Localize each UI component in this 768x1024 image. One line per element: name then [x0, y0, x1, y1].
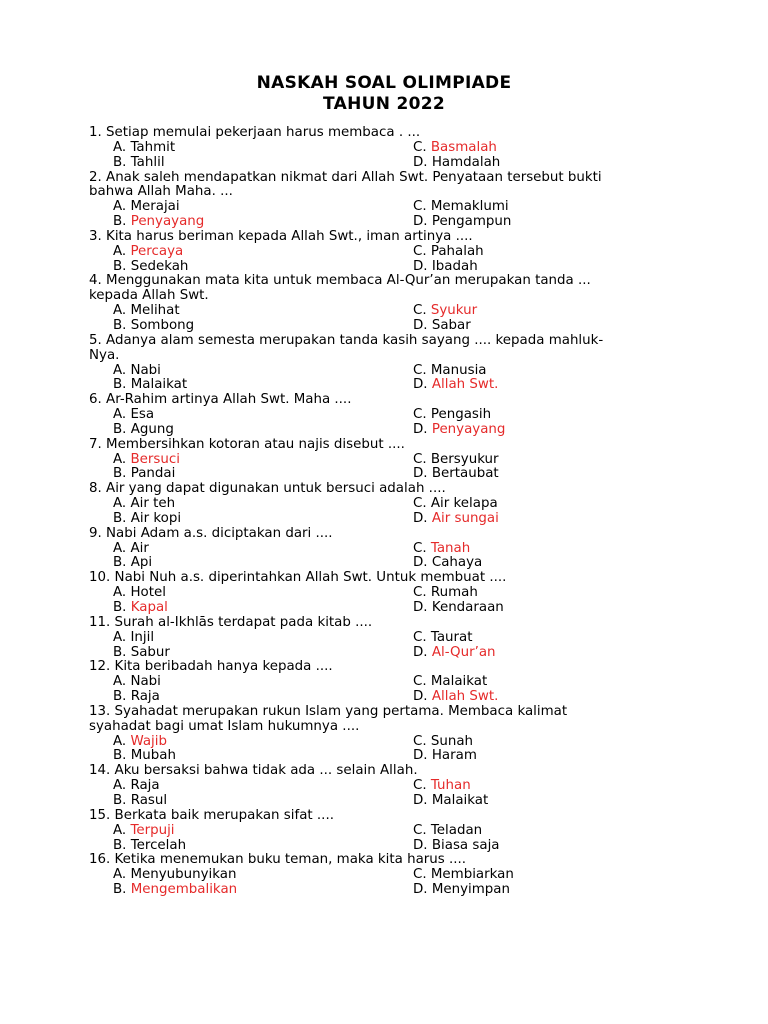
- option-text: Malaikat: [431, 792, 489, 808]
- answer-option: [413, 423, 505, 438]
- option-letter: A.: [113, 540, 127, 556]
- question-text: kepada Allah Swt.: [89, 288, 209, 304]
- option-letter: D.: [413, 466, 428, 482]
- option-letter: C.: [413, 540, 427, 556]
- option-text: Hotel: [130, 585, 166, 601]
- option-letter: A.: [113, 674, 127, 690]
- answer-option: [413, 200, 509, 215]
- question-item: [89, 274, 689, 333]
- option-row: [89, 408, 689, 423]
- question-text: 5. Adanya alam semesta merupakan tanda kasih sayang .... kepada mahluk-: [89, 332, 604, 348]
- option-text: Tahmit: [130, 139, 176, 155]
- option-letter: B.: [113, 510, 127, 526]
- option-text: Air: [130, 540, 149, 556]
- question-text: bahwa Allah Maha. ...: [89, 184, 233, 200]
- option-letter: A.: [113, 303, 127, 319]
- answer-option: [413, 542, 470, 557]
- answer-option: [113, 556, 152, 571]
- question-item: [89, 393, 689, 438]
- option-letter: A.: [113, 629, 127, 645]
- option-text: Memaklumi: [430, 199, 509, 215]
- option-row: [89, 690, 689, 705]
- option-letter: D.: [413, 792, 428, 808]
- answer-option: [113, 646, 170, 661]
- option-text: Sabar: [431, 317, 471, 333]
- answer-option: [113, 512, 181, 527]
- answer-option: [413, 467, 499, 482]
- correct-answer-text: Kapal: [130, 600, 168, 615]
- option-letter: D.: [413, 644, 428, 660]
- question-text: 12. Kita beribadah hanya kepada ....: [89, 659, 333, 675]
- question-text: syahadat bagi umat Islam hukumnya ....: [89, 718, 360, 734]
- option-text: Sunah: [430, 733, 474, 749]
- answer-option: [113, 245, 183, 260]
- option-row: [89, 556, 689, 571]
- answer-option: [413, 364, 487, 379]
- option-row: [89, 749, 689, 764]
- question-item: [89, 764, 689, 809]
- question-item: [89, 171, 689, 230]
- answer-option: [113, 319, 194, 334]
- question-item: [89, 126, 689, 171]
- option-letter: B.: [113, 837, 127, 853]
- option-letter: D.: [413, 689, 428, 705]
- correct-answer-text: Al-Qur’an: [431, 644, 496, 660]
- question-item: [89, 616, 689, 661]
- option-row: [89, 631, 689, 646]
- answer-option: [413, 141, 497, 156]
- option-text: Rasul: [130, 792, 168, 808]
- option-text: Agung: [130, 421, 174, 437]
- option-letter: D.: [413, 377, 428, 393]
- question-text: 3. Kita harus beriman kepada Allah Swt., iman artinya ....: [89, 228, 473, 244]
- option-letter: D.: [413, 421, 428, 437]
- option-text: Taurat: [430, 629, 473, 645]
- option-text: Raja: [130, 689, 160, 705]
- question-item: [89, 230, 689, 275]
- option-letter: C.: [413, 496, 427, 512]
- answer-option: [113, 423, 174, 438]
- option-letter: D.: [413, 510, 428, 526]
- option-letter: A.: [113, 822, 127, 838]
- option-letter: C.: [413, 822, 427, 838]
- option-letter: C.: [413, 451, 427, 467]
- option-letter: B.: [113, 258, 127, 274]
- option-row: [89, 586, 689, 601]
- correct-answer-text: Bersuci: [130, 451, 180, 467]
- option-row: [89, 512, 689, 527]
- option-text: Raja: [130, 778, 160, 794]
- answer-option: [113, 364, 161, 379]
- option-letter: B.: [113, 882, 127, 898]
- option-letter: D.: [413, 837, 428, 853]
- answer-option: [113, 601, 168, 616]
- option-letter: C.: [413, 199, 427, 215]
- answer-option: [113, 749, 176, 764]
- option-row: [89, 542, 689, 557]
- option-text: Tahlil: [130, 154, 165, 170]
- option-row: [89, 319, 689, 334]
- question-list: [89, 126, 689, 898]
- answer-option: [113, 467, 175, 482]
- option-letter: C.: [413, 303, 427, 319]
- answer-option: [113, 868, 236, 883]
- answer-option: [113, 497, 175, 512]
- option-row: [89, 794, 689, 809]
- option-row: [89, 675, 689, 690]
- correct-answer-text: Terpuji: [130, 822, 175, 838]
- option-letter: B.: [113, 689, 127, 705]
- answer-option: [413, 215, 511, 230]
- option-letter: A.: [113, 407, 127, 423]
- option-text: Malaikat: [130, 377, 188, 393]
- question-item: [89, 482, 689, 527]
- question-item: [89, 705, 689, 764]
- answer-option: [413, 512, 499, 527]
- option-text: Mubah: [130, 748, 176, 764]
- option-text: Menyimpan: [431, 882, 511, 898]
- option-row: [89, 735, 689, 750]
- question-text: 4. Menggunakan mata kita untuk membaca Al-Qur’an merupakan tanda ...: [89, 273, 591, 289]
- option-row: [89, 839, 689, 854]
- option-letter: A.: [113, 139, 127, 155]
- option-text: Kendaraan: [431, 600, 504, 615]
- option-row: [89, 141, 689, 156]
- option-text: Bersyukur: [430, 451, 499, 467]
- answer-option: [413, 749, 477, 764]
- option-row: [89, 156, 689, 171]
- question-text: 11. Surah al-Ikhlās terdapat pada kitab ....: [89, 614, 373, 630]
- option-text: Cahaya: [431, 555, 483, 571]
- option-letter: A.: [113, 867, 127, 883]
- answer-option: [413, 245, 484, 260]
- option-text: Pahalah: [430, 243, 484, 259]
- page-title: NASKAH SOAL OLIMPIADE: [256, 73, 512, 93]
- option-text: Pengasih: [430, 407, 492, 423]
- question-text: 1. Setiap memulai pekerjaan harus membaca . ...: [89, 125, 421, 140]
- option-text: Sedekah: [130, 258, 189, 274]
- option-text: Api: [130, 555, 153, 571]
- answer-option: [413, 586, 478, 601]
- option-text: Melihat: [130, 303, 180, 319]
- option-letter: A.: [113, 778, 127, 794]
- answer-option: [413, 779, 471, 794]
- option-text: Hamdalah: [431, 154, 501, 170]
- option-text: Biasa saja: [431, 837, 500, 853]
- answer-option: [113, 304, 180, 319]
- correct-answer-text: Tanah: [430, 540, 471, 556]
- answer-option: [113, 690, 160, 705]
- option-letter: C.: [413, 362, 427, 378]
- option-row: [89, 779, 689, 794]
- option-letter: A.: [113, 243, 127, 259]
- option-letter: C.: [413, 585, 427, 601]
- option-letter: A.: [113, 496, 127, 512]
- question-text: 13. Syahadat merupakan rukun Islam yang pertama. Membaca kalimat: [89, 703, 568, 719]
- option-row: [89, 601, 689, 616]
- answer-option: [413, 794, 488, 809]
- option-text: Pandai: [130, 466, 176, 482]
- option-text: Esa: [130, 407, 155, 423]
- option-letter: C.: [413, 407, 427, 423]
- option-text: Sombong: [130, 317, 195, 333]
- question-item: [89, 527, 689, 572]
- option-letter: B.: [113, 317, 127, 333]
- option-letter: D.: [413, 154, 428, 170]
- option-letter: D.: [413, 258, 428, 274]
- answer-option: [413, 690, 498, 705]
- answer-option: [113, 215, 204, 230]
- option-letter: D.: [413, 214, 428, 230]
- option-letter: D.: [413, 882, 428, 898]
- option-text: Ibadah: [431, 258, 478, 274]
- option-letter: D.: [413, 317, 428, 333]
- option-row: [89, 883, 689, 898]
- page-subtitle-year: TAHUN 2022: [323, 94, 445, 114]
- option-letter: C.: [413, 629, 427, 645]
- answer-option: [413, 156, 500, 171]
- option-row: [89, 215, 689, 230]
- option-row: [89, 497, 689, 512]
- question-item: [89, 809, 689, 854]
- answer-option: [113, 839, 186, 854]
- option-letter: B.: [113, 600, 127, 615]
- option-row: [89, 467, 689, 482]
- question-text: 2. Anak saleh mendapatkan nikmat dari Allah Swt. Penyataan tersebut bukti: [89, 169, 602, 185]
- option-text: Haram: [431, 748, 477, 764]
- option-row: [89, 260, 689, 275]
- question-text: 10. Nabi Nuh a.s. diperintahkan Allah Swt. Untuk membuat ....: [89, 570, 507, 586]
- option-letter: B.: [113, 154, 127, 170]
- answer-option: [413, 631, 473, 646]
- option-text: Manusia: [430, 362, 487, 378]
- answer-option: [413, 304, 477, 319]
- option-letter: A.: [113, 733, 127, 749]
- question-text: 15. Berkata baik merupakan sifat ....: [89, 807, 334, 823]
- option-text: Rumah: [430, 585, 478, 601]
- option-row: [89, 245, 689, 260]
- option-text: Injil: [130, 629, 155, 645]
- option-letter: C.: [413, 778, 427, 794]
- option-text: Nabi: [130, 674, 161, 690]
- question-item: [89, 660, 689, 705]
- correct-answer-text: Percaya: [130, 243, 184, 259]
- option-letter: C.: [413, 139, 427, 155]
- option-text: Bertaubat: [431, 466, 499, 482]
- question-text: 16. Ketika menemukan buku teman, maka kita harus ....: [89, 852, 467, 868]
- option-letter: A.: [113, 362, 127, 378]
- correct-answer-text: Allah Swt.: [431, 377, 499, 393]
- answer-option: [113, 883, 237, 898]
- question-text: 7. Membersihkan kotoran atau najis disebut ....: [89, 436, 405, 452]
- question-text: Nya.: [89, 347, 120, 363]
- option-row: [89, 304, 689, 319]
- question-text: 6. Ar-Rahim artinya Allah Swt. Maha ....: [89, 392, 352, 408]
- answer-option: [113, 675, 161, 690]
- option-text: Menyubunyikan: [130, 867, 237, 883]
- question-item: [89, 571, 689, 616]
- option-text: Membiarkan: [430, 867, 514, 883]
- option-text: Merajai: [130, 199, 180, 215]
- answer-option: [113, 735, 167, 750]
- option-letter: B.: [113, 748, 127, 764]
- question-item: [89, 853, 689, 898]
- option-row: [89, 364, 689, 379]
- option-text: Teladan: [430, 822, 483, 838]
- option-text: Air teh: [130, 496, 176, 512]
- option-letter: A.: [113, 585, 127, 601]
- correct-answer-text: Penyayang: [130, 214, 205, 230]
- option-letter: B.: [113, 421, 127, 437]
- question-text: 9. Nabi Adam a.s. diciptakan dari ....: [89, 525, 333, 541]
- option-row: [89, 378, 689, 393]
- option-letter: A.: [113, 199, 127, 215]
- option-row: [89, 646, 689, 661]
- correct-answer-text: Syukur: [430, 303, 478, 319]
- answer-option: [413, 378, 498, 393]
- answer-option: [413, 408, 491, 423]
- option-row: [89, 824, 689, 839]
- answer-option: [113, 453, 180, 468]
- answer-option: [113, 200, 180, 215]
- answer-option: [113, 260, 188, 275]
- option-letter: D.: [413, 600, 428, 615]
- question-text: 8. Air yang dapat digunakan untuk bersuci adalah ....: [89, 481, 446, 497]
- answer-option: [113, 156, 165, 171]
- answer-option: [413, 646, 496, 661]
- option-letter: B.: [113, 466, 127, 482]
- option-row: [89, 868, 689, 883]
- option-letter: D.: [413, 748, 428, 764]
- answer-option: [413, 556, 482, 571]
- correct-answer-text: Wajib: [130, 733, 167, 749]
- correct-answer-text: Basmalah: [430, 139, 497, 155]
- correct-answer-text: Tuhan: [430, 778, 471, 794]
- answer-option: [113, 378, 187, 393]
- option-text: Pengampun: [431, 214, 512, 230]
- option-letter: C.: [413, 867, 427, 883]
- option-letter: C.: [413, 243, 427, 259]
- correct-answer-text: Penyayang: [431, 421, 506, 437]
- question-text: 14. Aku bersaksi bahwa tidak ada ... selain Allah.: [89, 763, 418, 779]
- answer-option: [413, 824, 482, 839]
- question-item: [89, 334, 689, 393]
- answer-option: [113, 542, 149, 557]
- answer-option: [113, 631, 154, 646]
- answer-option: [113, 779, 160, 794]
- option-text: Tercelah: [130, 837, 187, 853]
- option-row: [89, 453, 689, 468]
- answer-option: [413, 497, 498, 512]
- answer-option: [413, 868, 514, 883]
- option-letter: B.: [113, 644, 127, 660]
- option-letter: C.: [413, 674, 427, 690]
- option-letter: D.: [413, 555, 428, 571]
- answer-option: [113, 408, 154, 423]
- option-letter: B.: [113, 377, 127, 393]
- correct-answer-text: Mengembalikan: [130, 882, 238, 898]
- answer-option: [113, 586, 166, 601]
- answer-option: [413, 839, 500, 854]
- question-item: [89, 438, 689, 483]
- option-text: Sabur: [130, 644, 170, 660]
- option-row: [89, 200, 689, 215]
- option-row: [89, 423, 689, 438]
- answer-option: [413, 601, 504, 616]
- answer-option: [413, 453, 499, 468]
- option-letter: B.: [113, 555, 127, 571]
- option-letter: B.: [113, 792, 127, 808]
- answer-option: [413, 883, 510, 898]
- answer-option: [113, 824, 175, 839]
- answer-option: [413, 319, 471, 334]
- answer-option: [113, 794, 167, 809]
- answer-option: [413, 735, 473, 750]
- option-text: Malaikat: [430, 674, 488, 690]
- answer-option: [413, 260, 478, 275]
- correct-answer-text: Allah Swt.: [431, 689, 499, 705]
- answer-option: [413, 675, 487, 690]
- option-letter: C.: [413, 733, 427, 749]
- answer-option: [113, 141, 175, 156]
- option-text: Nabi: [130, 362, 161, 378]
- option-text: Air kopi: [130, 510, 182, 526]
- option-text: Air kelapa: [430, 496, 498, 512]
- option-letter: B.: [113, 214, 127, 230]
- correct-answer-text: Air sungai: [431, 510, 499, 526]
- option-letter: A.: [113, 451, 127, 467]
